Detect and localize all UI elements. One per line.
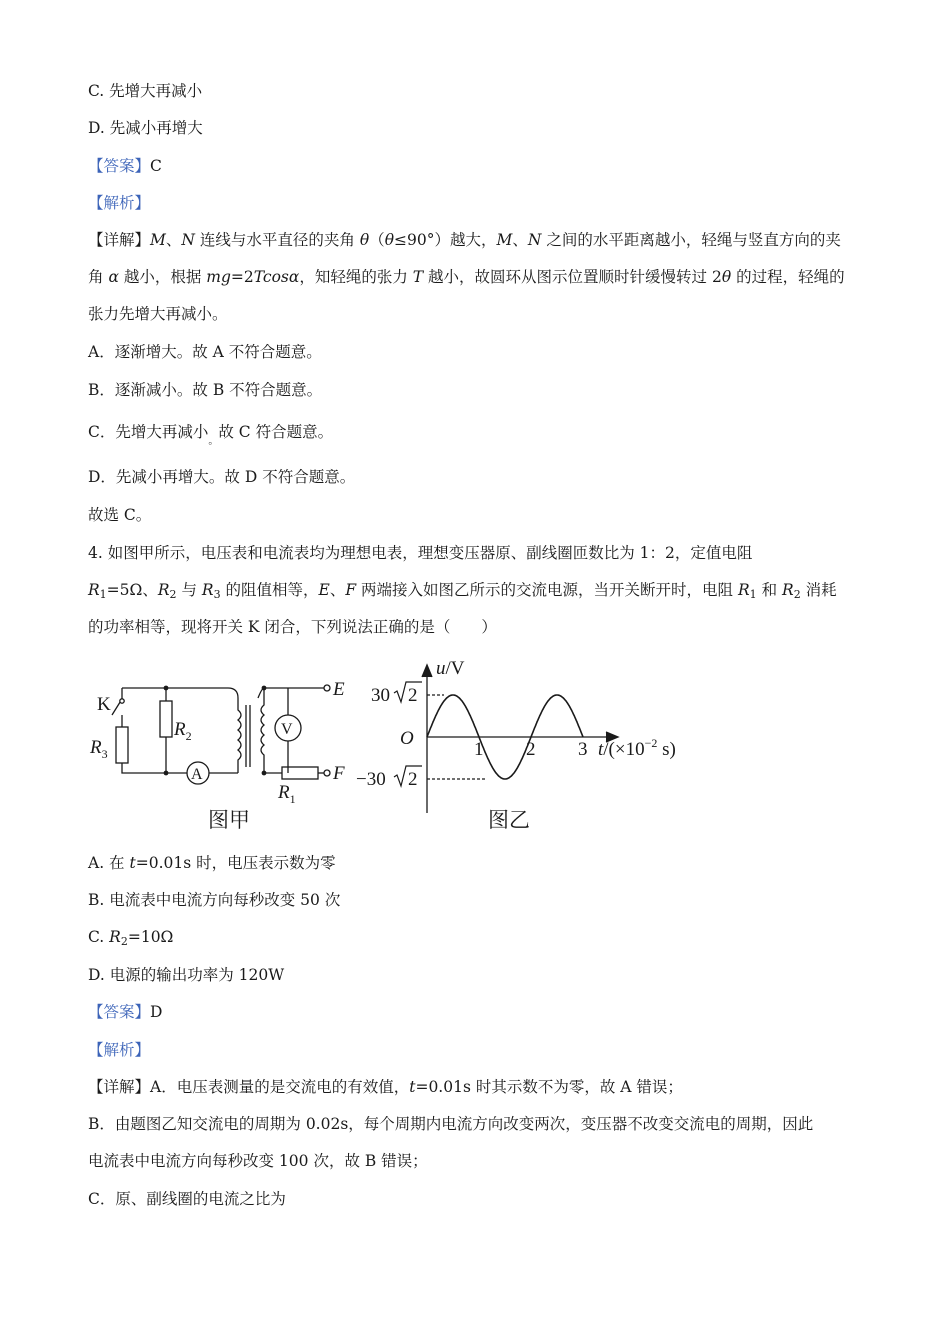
- junction-dot: [262, 686, 267, 691]
- terminal-f-label: F: [333, 763, 345, 784]
- y-axis-label: u/V: [436, 658, 465, 679]
- answer-value: D: [150, 1003, 163, 1021]
- switch-k-label: K: [97, 694, 111, 715]
- math-variable: R: [109, 928, 121, 946]
- q4-figure-svg: [88, 655, 728, 835]
- junction-dot: [164, 771, 169, 776]
- text-run: ，知轻绳的张力: [299, 268, 413, 286]
- y-axis-arrow: [422, 665, 432, 677]
- q4-stem-3: 的功率相等，现将开关 K 闭合，下列说法正确的是（ ）: [88, 618, 497, 636]
- math-variable: M: [150, 231, 166, 249]
- subscript: 2: [120, 935, 128, 948]
- text-run: 的阻值相等，: [220, 581, 319, 599]
- switch-k-pivot: [120, 699, 124, 703]
- explain-c-main: C．先增大再减小: [88, 423, 209, 441]
- ammeter-label: A: [191, 766, 203, 783]
- text-run: 两端接入如图乙所示的交流电源，当开关断开时，电阻: [356, 581, 738, 599]
- q4-option-d: D. 电源的输出功率为 120W: [88, 966, 285, 984]
- text-run: （: [369, 231, 385, 249]
- terminal-e-dot: [324, 685, 330, 691]
- x-axis-label: $t/(\times 10^{-2}$ s): [598, 736, 676, 760]
- r2-label: $R_2$: [174, 719, 192, 743]
- x-tick-label: 2: [526, 739, 536, 760]
- caption-yi: 图乙: [488, 808, 530, 832]
- primary-coil: [238, 698, 241, 773]
- math-variable: t: [129, 854, 136, 872]
- answer-value: C: [150, 157, 162, 175]
- terminal-e-label: E: [333, 679, 345, 700]
- subscript: 1: [99, 588, 107, 601]
- q4-analysis-label: 【解析】: [88, 1041, 151, 1059]
- explain-c-tail: 故 C 符合题意。: [218, 423, 334, 441]
- q4-detail-b2: 电流表中电流方向每秒改变 100 次，故 B 错误；: [88, 1152, 428, 1170]
- r3-label: $R_3$: [90, 737, 108, 761]
- q4-option-c: [88, 926, 173, 953]
- q4-stem-1: 4. 如图甲所示，电压表和电流表均为理想电表，理想变压器原、副线圈匝数比为 1：2，定值电阻: [88, 544, 753, 562]
- x-tick-label: 3: [578, 739, 588, 760]
- text-run: ≤90°）越大，: [394, 231, 497, 249]
- math-variable: α: [108, 268, 119, 286]
- math-variable: R: [88, 581, 100, 599]
- detail-label: 【详解】: [88, 1078, 151, 1096]
- text-run: 、: [165, 231, 182, 249]
- answer-line: [88, 155, 162, 177]
- text-run: 和: [756, 581, 783, 599]
- math-variable: M: [496, 231, 513, 249]
- text-run: 之间的水平距离越小，轻绳与竖直方向的夹: [541, 231, 841, 249]
- y-max-label: 30: [371, 685, 390, 706]
- explain-c-dot: 。: [208, 436, 219, 447]
- text-run: 连线与水平直径的夹角: [194, 231, 360, 249]
- math-variable: R: [201, 581, 214, 599]
- text-run: =2: [230, 268, 254, 286]
- y-min-label: −30: [356, 769, 386, 790]
- math-variable: θ: [384, 231, 395, 249]
- q4-option-a: [88, 852, 336, 874]
- math-variable: R: [157, 581, 170, 599]
- q4-detail-b1: B．由题图乙知交流电的周期为 0.02s，每个周期内电流方向改变两次，变压器不改变交流电的周期，因此: [88, 1115, 814, 1133]
- caption-jia: 图甲: [208, 808, 250, 832]
- terminal-f-dot: [324, 770, 330, 776]
- junction-dot: [262, 771, 267, 776]
- detail-line-1: [88, 229, 841, 251]
- analysis-label: 【解析】: [88, 194, 151, 212]
- q4-detail-a: [88, 1076, 683, 1098]
- explain-a: A．逐渐增大。故 A 不符合题意。: [88, 343, 322, 361]
- detail-line-2: [88, 266, 845, 288]
- graph-labels: [356, 658, 676, 832]
- q4-option-b: B. 电流表中电流方向每秒改变 50 次: [88, 891, 341, 909]
- detail-line-3: 张力先增大再减小。: [88, 305, 228, 323]
- text-run: A．电压表测量的是交流电的有效值，: [150, 1078, 410, 1096]
- secondary-coil: [261, 688, 264, 773]
- text-run: =5Ω、: [106, 581, 158, 599]
- math-variable: θ: [721, 268, 732, 286]
- math-variable: Tcosα: [253, 268, 300, 286]
- explain-d: D．先减小再增大。故 D 不符合题意。: [88, 468, 356, 486]
- math-variable: R: [737, 581, 750, 599]
- math-variable: N: [181, 231, 195, 249]
- text-run: C.: [88, 928, 110, 946]
- subscript: 3: [213, 588, 221, 601]
- q4-answer-line: [88, 1001, 162, 1023]
- text-run: 、: [512, 231, 528, 249]
- wire-top-left: [122, 688, 238, 698]
- math-variable: R: [782, 581, 794, 599]
- circuit-diagram: [112, 685, 330, 784]
- answer-label: 【答案】: [88, 1003, 151, 1021]
- conclusion: 故选 C。: [88, 506, 152, 524]
- origin-label: O: [400, 728, 414, 749]
- text-run: 角: [88, 268, 109, 286]
- detail-label: 【详解】: [88, 231, 151, 249]
- y-max-root: 2: [408, 685, 418, 706]
- math-variable: t: [409, 1078, 416, 1096]
- math-variable: N: [527, 231, 542, 249]
- voltmeter-label: V: [281, 721, 293, 738]
- q4-figure: [88, 655, 728, 835]
- text-run: =0.01s 时，电压表示数为零: [135, 854, 336, 872]
- x-tick-label: 1: [474, 739, 484, 760]
- text-run: =10Ω: [127, 928, 174, 946]
- transformer-core: [246, 705, 250, 767]
- text-run: 的过程，轻绳的: [731, 268, 845, 286]
- math-variable: mg: [206, 268, 231, 286]
- wire-bottom-left: [122, 763, 238, 773]
- option-c: C. 先增大再减小: [88, 82, 203, 100]
- junction-dot: [164, 686, 169, 691]
- subscript: 1: [749, 588, 757, 601]
- math-variable: T: [412, 268, 424, 286]
- q4-detail-c: C．原、副线圈的电流之比为: [88, 1190, 286, 1208]
- resistor-r2: [160, 701, 172, 737]
- option-d: D. 先减小再增大: [88, 119, 203, 137]
- answer-label: 【答案】: [88, 157, 151, 175]
- detail-a-text: [150, 1078, 683, 1096]
- text-run: 越小，根据: [118, 268, 207, 286]
- subscript: 2: [793, 588, 801, 601]
- math-variable: E: [318, 581, 330, 599]
- math-variable: F: [345, 581, 357, 599]
- text-run: 越小，故圆环从图示位置顺时针缓慢转过 2: [423, 268, 722, 286]
- resistor-r3: [116, 727, 128, 763]
- text-run: =0.01s 时其示数不为零，故 A 错误；: [415, 1078, 683, 1096]
- explain-b: B．逐渐减小。故 B 不符合题意。: [88, 381, 323, 399]
- subscript: 2: [169, 588, 177, 601]
- text-run: 消耗: [800, 581, 837, 599]
- q4-stem-2: [88, 579, 837, 606]
- text-run: A. 在: [88, 854, 130, 872]
- text-run: 、: [329, 581, 346, 599]
- voltage-graph: [422, 665, 618, 813]
- explain-c: [88, 421, 333, 446]
- math-variable: θ: [359, 231, 370, 249]
- text-run: 与: [176, 581, 202, 599]
- r1-label: $R_1$: [278, 782, 296, 806]
- y-min-root: 2: [408, 769, 418, 790]
- detail-p1: [150, 231, 841, 249]
